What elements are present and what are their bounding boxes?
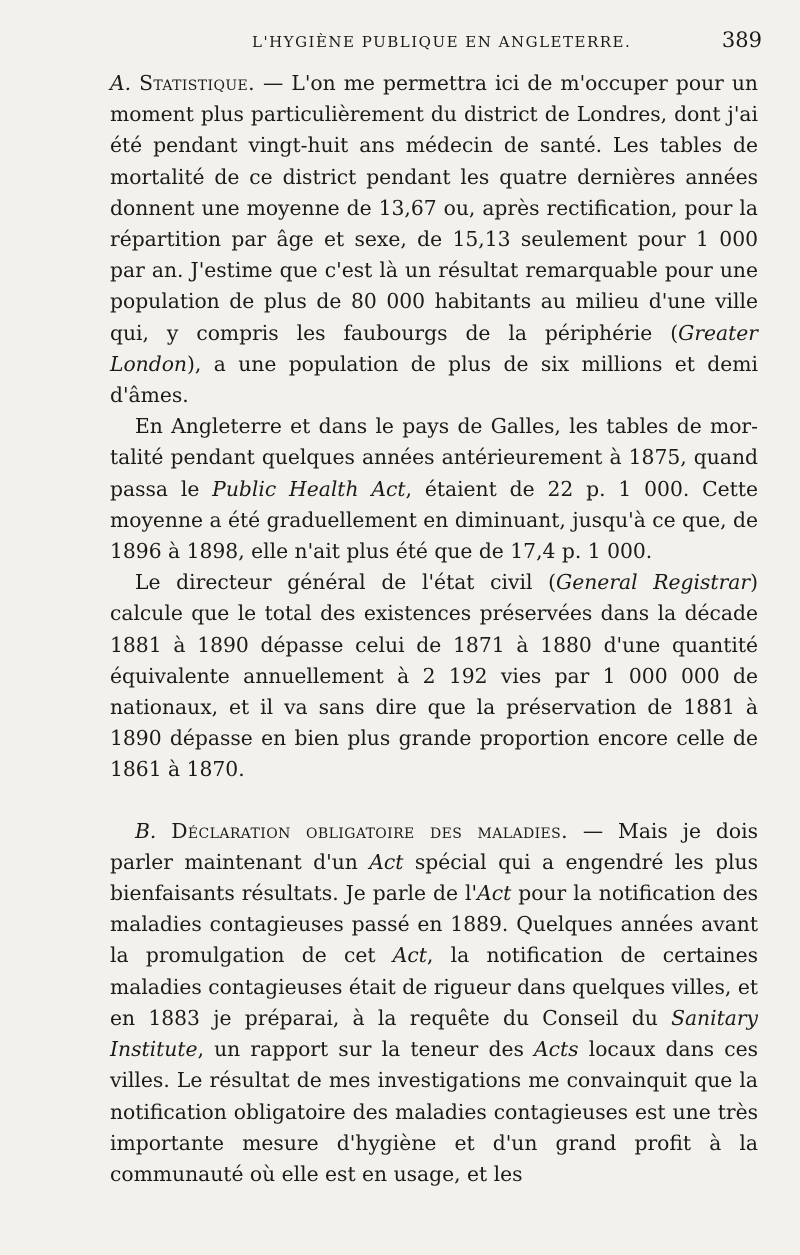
section-b-dash: — xyxy=(567,818,619,843)
section-gap xyxy=(110,786,758,816)
section-a-heading: Statistique. xyxy=(139,71,256,95)
section-b-letter: B. xyxy=(135,818,157,843)
running-title: L'HYGIÈNE PUBLIQUE EN ANGLETERRE. xyxy=(252,33,632,51)
section-a-paragraph-2: En Angleterre et dans le pays de Galles, les tables de mortalité pendant quelques années antérieurement à 1875, quand passa le Public Health Act, étaient de 22 p. 1 000. Cette moyenne a été graduellement en diminuant, jusqu'à ce que, de 1896 à 1898, elle n'ait plus été que de 17,4 p. 1 000. xyxy=(110,414,758,564)
page-header xyxy=(110,28,762,64)
section-a-dash: — xyxy=(255,71,292,95)
section-a-paragraph-1: A. Statistique. — L'on me permettra ici de m'occuper pour un moment plus particulièrement du district de Londres, dont j'ai été pendant vingt-huit ans médecin de santé. Les tables de mortalité de ce district pendant les quatre dernières années donnent une moyenne de 13,67 ou, après rectification, pour la répartition par âge et sexe, de 15,13 seulement pour 1 000 par an. J'estime que c'est là un résultat remarquable pour une population de plus de 80 000 habitants au milieu d'une ville qui, y compris les faubourgs de la périphérie (Greater London), a une population de plus de six millions et demi d'âmes. xyxy=(110,71,758,408)
section-b-heading: Déclaration obligatoire des maladies. xyxy=(171,818,568,843)
section-a-paragraph-3: Le directeur général de l'état civil (General Registrar) calcule que le total des existences préservées dans la décade 1881 à 1890 dépasse celui de 1871 à 1880 d'une quantité équivalente annuellement à 2 192 vies par 1 000 000 de nationaux, et il va sans dire que la préservation de 1881 à 1890 dépasse en bien plus grande proportion encore celle de 1861 à 1870. xyxy=(110,570,758,782)
page-number: 389 xyxy=(721,28,762,52)
section-b-paragraph-1: B. Déclaration obligatoire des maladies. — Mais je dois parler maintenant d'un Act spécial qui a engendré les plus bienfaisants résultats. Je parle de l'Act pour la notification des maladies contagieuses passé en 1889. Quelques années avant la promulgation de cet Act, la notification de certaines maladies contagieuses était de rigueur dans quelques villes, et en 1883 je préparai, à la requête du Conseil du Sanitary Institute, un rapport sur la teneur des Acts locaux dans ces villes. Le résultat de mes investigations me convainquit que la notification obligatoire des maladies contagieuses est une très importante mesure d'hygiène et d'un grand profit à la communauté où elle est en usage, et les xyxy=(110,818,758,1186)
section-a-letter: A. xyxy=(110,71,132,95)
